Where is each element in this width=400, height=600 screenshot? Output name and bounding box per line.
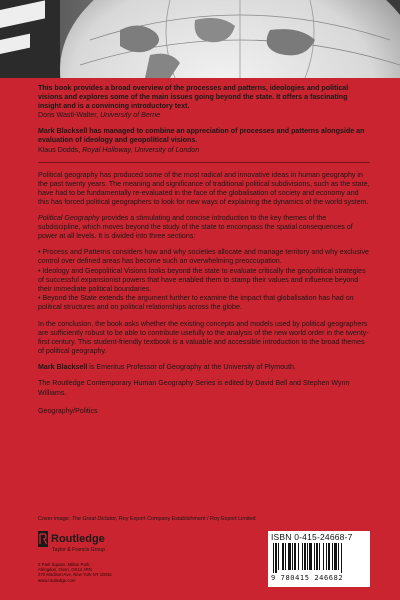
barcode-bar xyxy=(316,543,318,570)
publisher-group: Taylor & Francis Group xyxy=(52,547,106,553)
conclusion-paragraph: In the conclusion, the book asks whether the existing concepts and models used by political geographers are sufficiently robust to be able to contribute usefully to the analysis of the new world order in the twenty-first century. This student-friendly textbook is a valuable and accessible introduction to the broad themes of political geography. xyxy=(38,319,369,356)
barcode-icon xyxy=(271,543,367,573)
barcode-bar xyxy=(341,543,342,573)
series-note: The Routledge Contemporary Human Geography Series is edited by David Bell and Stephen Wynn Williams. xyxy=(38,379,350,397)
barcode-bar xyxy=(326,543,327,570)
barcode-bar xyxy=(334,543,337,570)
barcode-bar xyxy=(319,543,320,570)
barcode-bar xyxy=(332,543,333,570)
globe-photo-image xyxy=(0,0,400,78)
barcode-bar xyxy=(328,543,330,570)
publisher-address xyxy=(38,562,148,583)
review-quote: This book provides a broad overview of the processes and patterns, ideologies and political visions and explores some of the main issues going beyond the state. It offers a fascinating insight and is a convincing introductory text. xyxy=(38,84,349,111)
barcode-bar xyxy=(273,543,274,573)
intro-paragraph: Political geography has produced some of the most radical and innovative ideas in human geography in the past twenty years. The meaning and significance of traditional political subdivisions, such as the state, have had to be fundamentally re-evaluated in the face of the globalisation of society and economy and this has forced political geographers to look for new ways of explaining the dynamics of the world system. xyxy=(38,170,370,206)
barcode-bar xyxy=(338,543,339,570)
address-line: www.routledge.com xyxy=(38,577,76,583)
barcode-bar xyxy=(309,543,312,570)
barcode-bar xyxy=(292,543,293,570)
overview-text: provides a stimulating and concise introduction to the key themes of the subdiscipline, which moves beyond the study of the state to encompass the spatial consequences of power at all levels. It is divided into three sections: xyxy=(38,214,353,241)
section-item: • Beyond the State extends the argument further to examine the impact that globalisation has had on political structures and on political relationships across the globe. xyxy=(38,293,354,311)
author-bio-text: is Emeritus Professor of Geography at the University of Plymouth. xyxy=(87,363,296,372)
barcode-bar xyxy=(288,543,291,570)
section-item: • Ideology and Geopolitical Visions looks beyond the state to evaluate critically the geopolitical strategies of successful expansionist powers that have enabled them to stamp their values and influence beyond their immediate political boundaries. xyxy=(38,266,366,293)
barcode-bar xyxy=(314,543,315,570)
cover-image-source: , Roy Export Company Establishment / Roy Export Limited xyxy=(115,516,256,522)
section-list xyxy=(38,248,370,312)
reviewer-affiliation: University of Berne xyxy=(100,111,161,120)
reviewer-name: Klaus Dodds, xyxy=(38,145,81,154)
cover-photo xyxy=(0,0,400,78)
reviewer-name: Doris Wastl-Walter, xyxy=(38,111,99,120)
barcode-bar xyxy=(323,543,324,570)
reviewer-affiliation: Royal Holloway, University of London xyxy=(82,145,200,154)
barcode-bar xyxy=(294,543,296,570)
barcode-bar xyxy=(304,543,306,570)
review-quote: Mark Blacksell has managed to combine an appreciation of processes and patterns alongside an evaluation of ideology and geopolitical visions. xyxy=(38,127,365,145)
divider xyxy=(38,162,370,163)
barcode-bar xyxy=(285,543,286,570)
barcode-digits: 9 780415 246682 xyxy=(271,574,344,582)
barcode-bar xyxy=(282,543,284,570)
barcode-bar xyxy=(278,543,279,570)
author-bio xyxy=(38,363,370,372)
cover-image-title: The Great Dictator xyxy=(71,516,116,522)
subject-category: Geography/Politics xyxy=(38,406,98,415)
publisher-logo xyxy=(38,531,138,553)
address-line: Abingdon, Oxon, OX14 4RN xyxy=(38,567,92,573)
barcode-bar xyxy=(302,543,303,570)
author-name: Mark Blacksell xyxy=(38,363,88,372)
review-attribution xyxy=(38,111,370,120)
barcode-bar xyxy=(298,543,299,570)
publisher-name: Routledge xyxy=(51,532,105,545)
overview-paragraph xyxy=(38,214,370,241)
barcode-bar xyxy=(307,543,308,570)
address-line: 2 Park Square, Milton Park, xyxy=(38,562,91,567)
isbn-number: ISBN 0-415-24668-7 xyxy=(271,532,353,542)
cover-image-label: Cover image: xyxy=(38,516,72,522)
barcode-bar xyxy=(275,543,277,573)
routledge-logo-icon xyxy=(38,531,48,547)
isbn-barcode xyxy=(268,531,370,587)
back-cover-text xyxy=(38,84,370,423)
book-title: Political Geography xyxy=(38,214,100,223)
cover-image-credit xyxy=(38,516,370,523)
address-line: 270 Madison Ave, New York NY 10016 xyxy=(38,572,112,578)
review-attribution xyxy=(38,146,370,155)
section-item: • Process and Patterns considers how and why societies allocate and manage territory and why exclusive control over defined areas has become such an overwhelming preoccupation. xyxy=(38,248,369,266)
